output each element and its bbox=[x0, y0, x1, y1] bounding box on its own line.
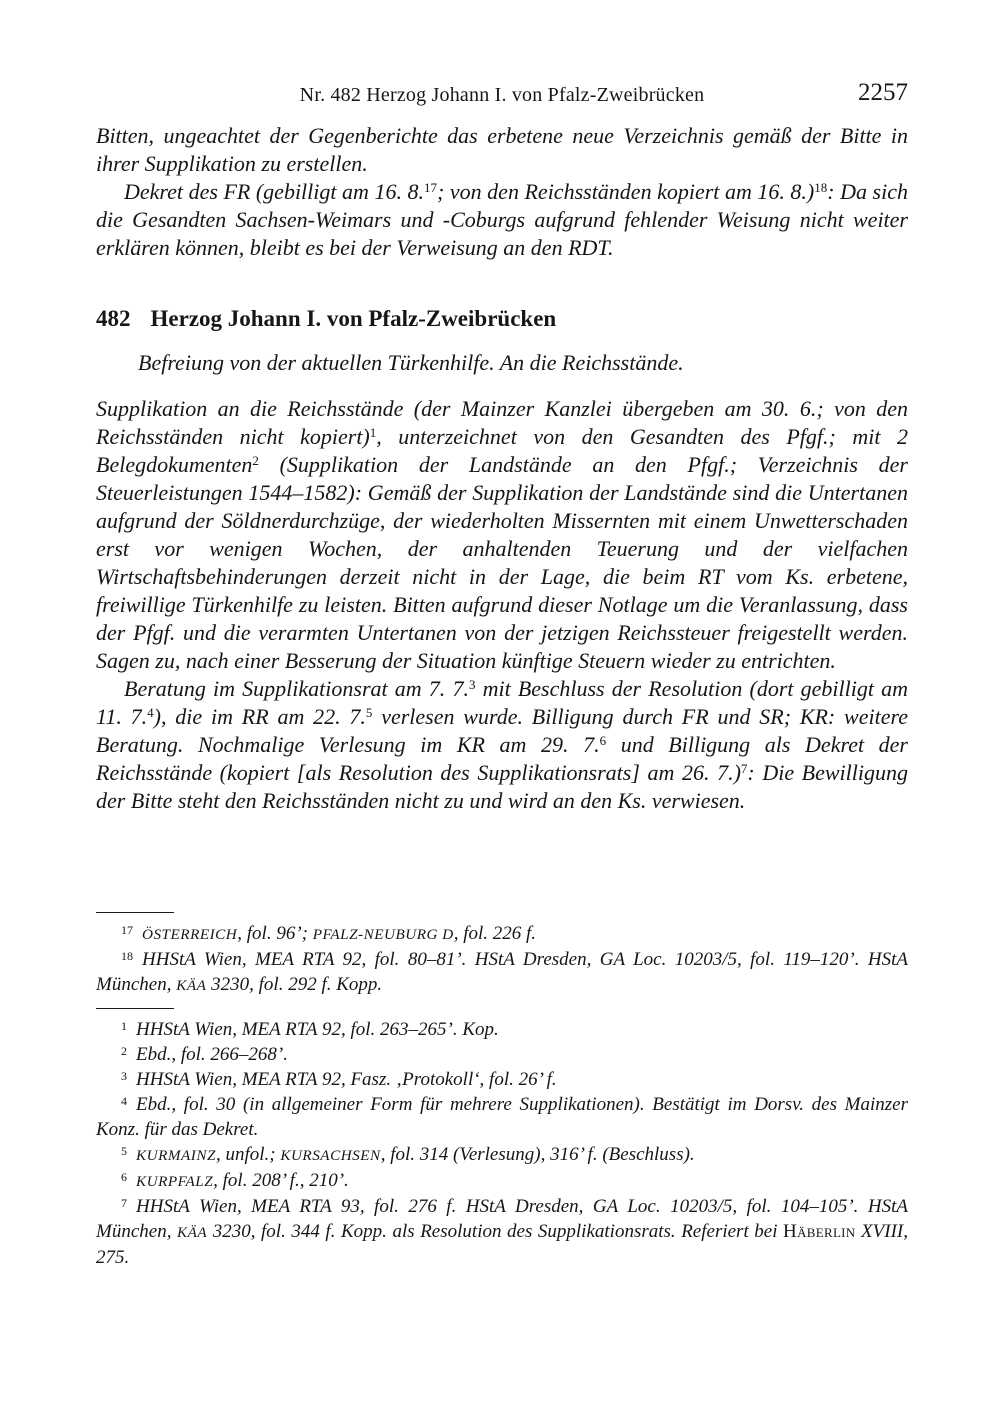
footnote-6 bbox=[96, 1168, 908, 1194]
deliberation-paragraph: Beratung im Supplikationsrat am 7. 7.$^3$ mit Beschluss der Resolution (dort gebilligt am 11. 7.$^4$), die im RR am 22. 7.$^5$ verlesen wurde. Billigung durch FR und SR; KR: weitere Beratung. Nochmalige Verlesung im KR am 29. 7.$^6$ und Billigung als Dekret der Reichsstände (kopiert [als Resolution des Supplikationsrats] am 26. 7.)$^7$: Die Bewilligung der Bitte steht den Reichsständen nicht zu und wird an den Ks. verwiesen. bbox=[96, 676, 909, 813]
footnote-5 bbox=[96, 1142, 908, 1168]
footnote-4 bbox=[96, 1092, 908, 1142]
entry-subtitle: Befreiung von der aktuellen Türkenhilfe. An die Reichsstände. bbox=[138, 350, 684, 375]
footnote-1 bbox=[96, 1017, 908, 1042]
footnote-number: 3 bbox=[121, 1069, 127, 1083]
page-header bbox=[96, 0, 908, 108]
footnote-text: Ebd., fol. 266–268’. bbox=[136, 1044, 288, 1065]
footnote-text: ÖSTERREICH, fol. 96’; PFALZ-NEUBURG D, fol. 226 f. bbox=[142, 923, 537, 944]
footnote-number: 6 bbox=[121, 1170, 127, 1184]
footnote-text: HHStA Wien, MEA RTA 92, fol. 263–265’. Kop. bbox=[136, 1019, 499, 1040]
footnote-number: 5 bbox=[121, 1144, 127, 1158]
intro-continuation-paragraph: Bitten, ungeachtet der Gegenberichte das erbetene neue Verzeichnis gemäß der Bitte in ihrer Supplikation zu erstellen. bbox=[96, 123, 908, 176]
entry-heading bbox=[96, 304, 908, 333]
footnote-17 bbox=[96, 921, 908, 947]
decree-paragraph: Dekret des FR (gebilligt am 16. 8.17; von den Reichsständen kopiert am 16. 8.)$^{18}$: Da sich die Gesandten Sachsen-Weimars und -Coburgs aufgrund fehlender Weisung nicht weiter erklären können, bleibt es bei der Verweisung an den RDT. bbox=[96, 179, 908, 260]
footnote-number: 7 bbox=[121, 1196, 127, 1210]
footnote-text: HHStA Wien, MEA RTA 92, Fasz. ‚Protokoll‘, fol. 26’ f. bbox=[136, 1069, 557, 1090]
intro-section bbox=[96, 122, 908, 262]
footnote-number: 17 bbox=[121, 923, 133, 937]
regest-paragraph: Supplikation an die Reichsstände (der Mainzer Kanzlei übergeben am 30. 6.; von den Reichsständen nicht kopiert)$^1$, unterzeichnet von den Gesandten des Pfgf.; mit 2 Belegdokumenten$^2$ (Supplikation der Landstände an den Pfgf.; Verzeichnis der Steuerleistungen 1544–1582): Gemäß der Supplikation der Landstände sind die Untertanen aufgrund der Söldnerdurchzüge, der wiederholten Missernten mit einem Unwetterschaden erst vor wenigen Wochen, der anhaltenden Teuerung und der vielfachen Wirtschaftsbehinderungen derzeit nicht in der Lage, die beim RT vom Ks. erbetene, freiwillige Türkenhilfe zu leisten. Bitten aufgrund dieser Notlage um die Veranlassung, dass der Pfgf. und die verarmten Untertanen von der jetzigen Reichssteuer freigestellt werden. Sagen zu, nach einer Besserung der Situation künftige Steuern wieder zu entrichten. bbox=[96, 396, 908, 673]
footnote-7 bbox=[96, 1194, 908, 1270]
footnote-number: 2 bbox=[121, 1044, 127, 1058]
entry-number: 482 bbox=[96, 306, 131, 331]
footnote-3 bbox=[96, 1067, 908, 1092]
footnote-18 bbox=[96, 947, 908, 998]
footnote-text: KURMAINZ, unfol.; KURSACHSEN, fol. 314 (Verlesung), 316’ f. (Beschluss). bbox=[136, 1144, 695, 1165]
entry-482 bbox=[96, 304, 908, 815]
footnote-text: HHStA Wien, MEA RTA 92, fol. 80–81’. HStA Dresden, GA Loc. 10203/5, fol. 119–120’. HStA München, KÄA 3230, fol. 292 f. Kopp. bbox=[96, 949, 908, 995]
footnote-number: 18 bbox=[121, 949, 133, 963]
footnote-text: Ebd., fol. 30 (in allgemeiner Form für mehrere Supplikationen). Bestätigt im Dorsv. des Mainzer Konz. für das Dekret. bbox=[96, 1094, 908, 1140]
footnote-separator-top bbox=[96, 912, 174, 913]
footnote-text: KURPFALZ, fol. 208’ f., 210’. bbox=[136, 1170, 349, 1191]
footnotes-section bbox=[96, 912, 908, 1270]
running-title: Nr. 482 Herzog Johann I. von Pfalz-Zweibrücken bbox=[299, 84, 705, 106]
footnote-2 bbox=[96, 1042, 908, 1067]
footnote-separator-bottom bbox=[96, 1008, 174, 1009]
entry-title: Herzog Johann I. von Pfalz-Zweibrücken bbox=[150, 306, 557, 331]
footnote-number: 1 bbox=[121, 1019, 127, 1033]
footnote-number: 4 bbox=[121, 1094, 127, 1108]
footnote-text: HHStA Wien, MEA RTA 93, fol. 276 f. HStA Dresden, GA Loc. 10203/5, fol. 104–105’. HStA München, KÄA 3230, fol. 344 f. Kopp. als Resolution des Supplikationsrats. Referiert bei Häberlin XVIII, 275. bbox=[96, 1196, 908, 1268]
page-number: 2257 bbox=[858, 79, 908, 106]
